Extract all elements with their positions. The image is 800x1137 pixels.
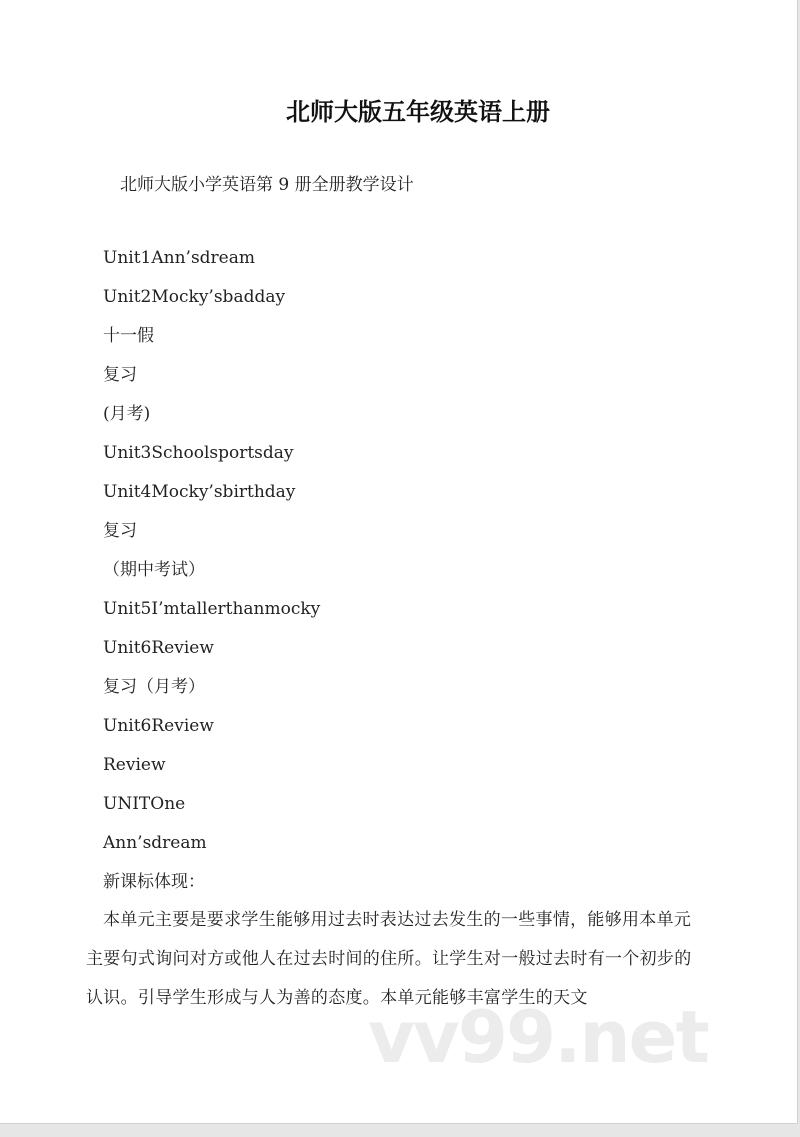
list-item: 十一假: [103, 326, 154, 346]
list-item: （期中考试）: [103, 560, 205, 580]
list-item: 复习（月考）: [103, 677, 205, 697]
list-item: Unit4Mocky’sbirthday: [103, 482, 296, 502]
watermark: vv99.net: [368, 995, 708, 1079]
list-item: 复习: [103, 365, 137, 385]
body-paragraph: 本单元主要是要求学生能够用过去时表达过去发生的一些事情，能够用本单元主要句式询问对方或他人在过去时间的住所。让学生对一般过去时有一个初步的认识。引导学生形成与人为善的态度。本单元能够丰富学生的天文: [86, 910, 692, 1008]
list-item: Unit3Schoolsportsday: [103, 443, 294, 463]
list-item: Unit5I’mtallerthanmocky: [103, 599, 321, 619]
document-title: 北师大版五年级英语上册: [286, 98, 550, 126]
list-item: Unit2Mocky’sbadday: [103, 287, 286, 307]
list-item: Unit1Ann’sdream: [103, 248, 255, 268]
list-item: Ann’sdream: [103, 833, 207, 853]
document-subtitle: 北师大版小学英语第 9 册全册教学设计: [120, 175, 414, 195]
list-item: Review: [103, 755, 166, 775]
list-item: UNITOne: [103, 794, 186, 814]
list-item: Unit6Review: [103, 716, 214, 736]
list-item: 复习: [103, 521, 137, 541]
list-item: (月考): [103, 404, 151, 424]
list-item: 新课标体现：: [103, 872, 205, 892]
list-item: Unit6Review: [103, 638, 214, 658]
